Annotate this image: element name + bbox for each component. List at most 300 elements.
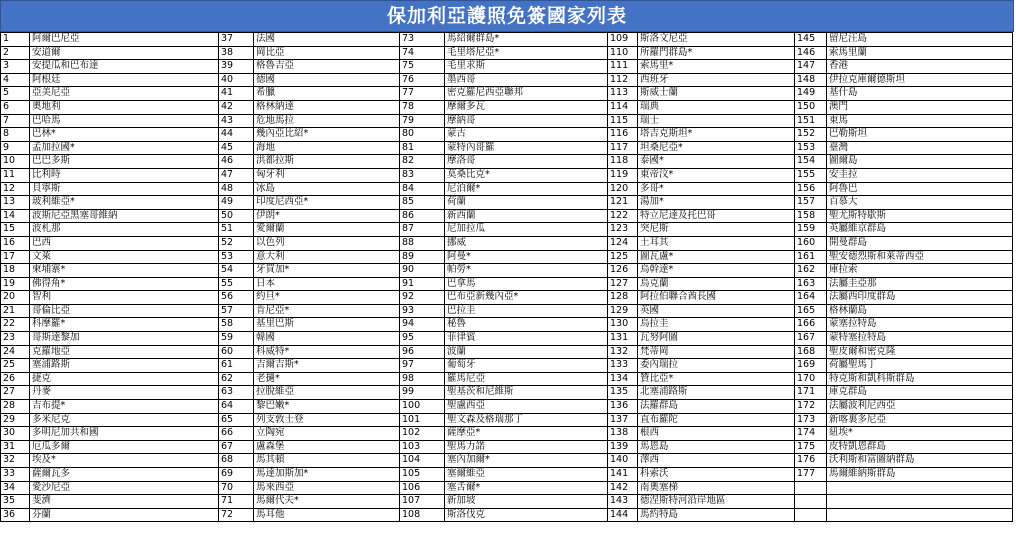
country-name-cell[interactable]: 亞美尼亞 (30, 87, 219, 101)
country-name-cell[interactable]: 智利 (30, 291, 219, 305)
country-name-cell[interactable]: 聖盧西亞 (445, 400, 608, 414)
row-number-cell[interactable]: 88 (400, 236, 445, 250)
country-name-cell[interactable]: 臺灣 (827, 141, 1013, 155)
country-name-cell[interactable]: 吉布提* (30, 400, 219, 414)
country-name-cell[interactable]: 索馬里* (638, 60, 795, 74)
row-number-cell[interactable]: 110 (608, 46, 638, 60)
row-number-cell[interactable]: 71 (219, 495, 254, 509)
country-name-cell[interactable]: 巴西 (30, 236, 219, 250)
country-name-cell[interactable] (827, 508, 1013, 522)
country-name-cell[interactable]: 東帝汶* (638, 168, 795, 182)
country-name-cell[interactable]: 密克羅尼西亞聯邦 (445, 87, 608, 101)
country-name-cell[interactable]: 烏拉圭 (638, 318, 795, 332)
row-number-cell[interactable]: 158 (795, 209, 827, 223)
row-number-cell[interactable]: 148 (795, 73, 827, 87)
row-number-cell[interactable]: 41 (219, 87, 254, 101)
row-number-cell[interactable]: 94 (400, 318, 445, 332)
country-name-cell[interactable] (827, 495, 1013, 509)
row-number-cell[interactable]: 78 (400, 100, 445, 114)
country-name-cell[interactable]: 印度尼西亞* (254, 196, 400, 210)
row-number-cell[interactable]: 109 (608, 33, 638, 47)
country-name-cell[interactable]: 荷屬聖馬丁 (827, 359, 1013, 373)
row-number-cell[interactable]: 69 (219, 468, 254, 482)
country-name-cell[interactable]: 根西 (638, 427, 795, 441)
row-number-cell[interactable]: 6 (1, 100, 30, 114)
country-name-cell[interactable]: 新加坡 (445, 495, 608, 509)
country-name-cell[interactable]: 委內瑞拉 (638, 359, 795, 373)
row-number-cell[interactable]: 53 (219, 250, 254, 264)
country-name-cell[interactable]: 波斯尼亞黑塞哥維納 (30, 209, 219, 223)
country-name-cell[interactable]: 埃及* (30, 454, 219, 468)
row-number-cell[interactable]: 95 (400, 332, 445, 346)
row-number-cell[interactable]: 36 (1, 508, 30, 522)
country-name-cell[interactable]: 約旦* (254, 291, 400, 305)
row-number-cell[interactable]: 102 (400, 427, 445, 441)
row-number-cell[interactable]: 59 (219, 332, 254, 346)
row-number-cell[interactable]: 155 (795, 168, 827, 182)
country-name-cell[interactable]: 立陶宛 (254, 427, 400, 441)
country-name-cell[interactable]: 特克斯和凱科斯群島 (827, 372, 1013, 386)
row-number-cell[interactable]: 68 (219, 454, 254, 468)
row-number-cell[interactable]: 169 (795, 359, 827, 373)
country-name-cell[interactable]: 湯加* (638, 196, 795, 210)
row-number-cell[interactable]: 164 (795, 291, 827, 305)
row-number-cell[interactable]: 156 (795, 182, 827, 196)
row-number-cell[interactable]: 124 (608, 236, 638, 250)
row-number-cell[interactable]: 138 (608, 427, 638, 441)
row-number-cell[interactable]: 127 (608, 277, 638, 291)
country-name-cell[interactable]: 塞舌爾* (445, 481, 608, 495)
row-number-cell[interactable]: 149 (795, 87, 827, 101)
row-number-cell[interactable]: 162 (795, 264, 827, 278)
country-name-cell[interactable]: 葡萄牙 (445, 359, 608, 373)
country-name-cell[interactable]: 塞內加爾* (445, 454, 608, 468)
country-name-cell[interactable]: 西班牙 (638, 73, 795, 87)
country-name-cell[interactable]: 克羅地亞 (30, 345, 219, 359)
country-name-cell[interactable]: 海地 (254, 141, 400, 155)
country-name-cell[interactable]: 聖安德烈斯和萊蒂西亞 (827, 250, 1013, 264)
country-name-cell[interactable]: 摩納哥 (445, 114, 608, 128)
row-number-cell[interactable]: 30 (1, 427, 30, 441)
row-number-cell[interactable]: 5 (1, 87, 30, 101)
country-name-cell[interactable]: 南奧塞梯 (638, 481, 795, 495)
country-name-cell[interactable]: 墨西哥 (445, 73, 608, 87)
row-number-cell[interactable]: 66 (219, 427, 254, 441)
country-name-cell[interactable]: 危地馬拉 (254, 114, 400, 128)
country-name-cell[interactable]: 毛里求斯 (445, 60, 608, 74)
country-name-cell[interactable]: 新喀裏多尼亞 (827, 413, 1013, 427)
row-number-cell[interactable]: 115 (608, 114, 638, 128)
country-name-cell[interactable]: 所羅門群島* (638, 46, 795, 60)
country-name-cell[interactable]: 斐濟 (30, 495, 219, 509)
row-number-cell[interactable]: 33 (1, 468, 30, 482)
row-number-cell[interactable]: 20 (1, 291, 30, 305)
country-name-cell[interactable]: 百慕大 (827, 196, 1013, 210)
row-number-cell[interactable]: 89 (400, 250, 445, 264)
country-name-cell[interactable]: 馬其頓 (254, 454, 400, 468)
row-number-cell[interactable]: 121 (608, 196, 638, 210)
country-name-cell[interactable]: 格魯吉亞 (254, 60, 400, 74)
country-name-cell[interactable]: 巴林* (30, 128, 219, 142)
row-number-cell[interactable]: 101 (400, 413, 445, 427)
row-number-cell[interactable]: 70 (219, 481, 254, 495)
row-number-cell[interactable]: 171 (795, 386, 827, 400)
row-number-cell[interactable]: 126 (608, 264, 638, 278)
country-name-cell[interactable]: 安道爾 (30, 46, 219, 60)
country-name-cell[interactable]: 韓國 (254, 332, 400, 346)
country-name-cell[interactable]: 圖爾島 (827, 155, 1013, 169)
row-number-cell[interactable]: 118 (608, 155, 638, 169)
country-name-cell[interactable]: 科摩羅* (30, 318, 219, 332)
row-number-cell[interactable]: 39 (219, 60, 254, 74)
row-number-cell[interactable]: 25 (1, 359, 30, 373)
country-name-cell[interactable]: 秘魯 (445, 318, 608, 332)
row-number-cell[interactable]: 75 (400, 60, 445, 74)
row-number-cell[interactable]: 57 (219, 304, 254, 318)
country-name-cell[interactable]: 蒙塞拉特島 (827, 318, 1013, 332)
country-name-cell[interactable]: 波蘭 (445, 345, 608, 359)
row-number-cell[interactable]: 79 (400, 114, 445, 128)
row-number-cell[interactable]: 38 (219, 46, 254, 60)
country-name-cell[interactable]: 馬約特島 (638, 508, 795, 522)
row-number-cell[interactable]: 82 (400, 155, 445, 169)
country-name-cell[interactable]: 毛里塔尼亞* (445, 46, 608, 60)
row-number-cell[interactable]: 98 (400, 372, 445, 386)
row-number-cell[interactable]: 32 (1, 454, 30, 468)
row-number-cell[interactable]: 113 (608, 87, 638, 101)
row-number-cell[interactable]: 152 (795, 128, 827, 142)
country-name-cell[interactable]: 蒙特塞拉特島 (827, 332, 1013, 346)
country-name-cell[interactable]: 特立尼達及托巴哥 (638, 209, 795, 223)
row-number-cell[interactable]: 161 (795, 250, 827, 264)
row-number-cell[interactable]: 51 (219, 223, 254, 237)
country-name-cell[interactable]: 聖馬力諾 (445, 440, 608, 454)
country-name-cell[interactable]: 安圭拉 (827, 168, 1013, 182)
row-number-cell[interactable]: 34 (1, 481, 30, 495)
country-name-cell[interactable]: 吉爾吉斯* (254, 359, 400, 373)
country-name-cell[interactable]: 愛沙尼亞 (30, 481, 219, 495)
country-name-cell[interactable]: 英國 (638, 304, 795, 318)
row-number-cell[interactable]: 49 (219, 196, 254, 210)
country-name-cell[interactable]: 塞浦路斯 (30, 359, 219, 373)
country-name-cell[interactable]: 烏克蘭 (638, 277, 795, 291)
row-number-cell[interactable]: 64 (219, 400, 254, 414)
row-number-cell[interactable]: 108 (400, 508, 445, 522)
country-name-cell[interactable]: 奧地利 (30, 100, 219, 114)
country-name-cell[interactable]: 捷克 (30, 372, 219, 386)
country-name-cell[interactable]: 冰島 (254, 182, 400, 196)
row-number-cell[interactable]: 142 (608, 481, 638, 495)
row-number-cell[interactable]: 105 (400, 468, 445, 482)
row-number-cell[interactable]: 48 (219, 182, 254, 196)
country-name-cell[interactable]: 挪威 (445, 236, 608, 250)
row-number-cell[interactable]: 83 (400, 168, 445, 182)
row-number-cell[interactable]: 168 (795, 345, 827, 359)
country-name-cell[interactable]: 巴拉圭 (445, 304, 608, 318)
row-number-cell[interactable]: 147 (795, 60, 827, 74)
row-number-cell[interactable]: 80 (400, 128, 445, 142)
country-name-cell[interactable]: 贊比亞* (638, 372, 795, 386)
row-number-cell[interactable]: 100 (400, 400, 445, 414)
country-name-cell[interactable]: 突尼斯 (638, 223, 795, 237)
country-name-cell[interactable]: 聖尤斯特歇斯 (827, 209, 1013, 223)
row-number-cell[interactable]: 35 (1, 495, 30, 509)
row-number-cell[interactable]: 166 (795, 318, 827, 332)
country-name-cell[interactable]: 意大利 (254, 250, 400, 264)
row-number-cell[interactable]: 85 (400, 196, 445, 210)
country-name-cell[interactable]: 瑞士 (638, 114, 795, 128)
country-name-cell[interactable]: 幾內亞比紹* (254, 128, 400, 142)
country-name-cell[interactable]: 多哥* (638, 182, 795, 196)
row-number-cell[interactable]: 55 (219, 277, 254, 291)
country-name-cell[interactable]: 以色列 (254, 236, 400, 250)
row-number-cell[interactable]: 92 (400, 291, 445, 305)
country-name-cell[interactable]: 芬蘭 (30, 508, 219, 522)
row-number-cell[interactable]: 74 (400, 46, 445, 60)
row-number-cell[interactable]: 131 (608, 332, 638, 346)
row-number-cell[interactable]: 18 (1, 264, 30, 278)
row-number-cell[interactable]: 8 (1, 128, 30, 142)
country-name-cell[interactable]: 阿曼* (445, 250, 608, 264)
country-name-cell[interactable]: 巴巴多斯 (30, 155, 219, 169)
country-name-cell[interactable]: 希臘 (254, 87, 400, 101)
row-number-cell[interactable]: 93 (400, 304, 445, 318)
country-name-cell[interactable]: 薩摩亞* (445, 427, 608, 441)
row-number-cell[interactable]: 151 (795, 114, 827, 128)
row-number-cell[interactable]: 42 (219, 100, 254, 114)
row-number-cell[interactable]: 150 (795, 100, 827, 114)
row-number-cell[interactable]: 139 (608, 440, 638, 454)
country-name-cell[interactable]: 瓦努阿圖 (638, 332, 795, 346)
country-name-cell[interactable]: 科索沃 (638, 468, 795, 482)
country-name-cell[interactable]: 香港 (827, 60, 1013, 74)
row-number-cell[interactable]: 96 (400, 345, 445, 359)
row-number-cell[interactable]: 19 (1, 277, 30, 291)
country-name-cell[interactable]: 泰國* (638, 155, 795, 169)
country-name-cell[interactable]: 匈牙利 (254, 168, 400, 182)
country-name-cell[interactable]: 菲律賓 (445, 332, 608, 346)
country-name-cell[interactable]: 阿爾巴尼亞 (30, 33, 219, 47)
country-name-cell[interactable]: 柬埔寨* (30, 264, 219, 278)
country-name-cell[interactable]: 紐埃* (827, 427, 1013, 441)
row-number-cell[interactable]: 73 (400, 33, 445, 47)
row-number-cell[interactable]: 145 (795, 33, 827, 47)
country-name-cell[interactable]: 尼泊爾* (445, 182, 608, 196)
country-name-cell[interactable]: 日本 (254, 277, 400, 291)
country-name-cell[interactable]: 聖文森及格瑞那丁 (445, 413, 608, 427)
row-number-cell[interactable]: 122 (608, 209, 638, 223)
country-name-cell[interactable]: 基什島 (827, 87, 1013, 101)
row-number-cell[interactable]: 67 (219, 440, 254, 454)
row-number-cell[interactable]: 65 (219, 413, 254, 427)
row-number-cell[interactable]: 117 (608, 141, 638, 155)
row-number-cell[interactable]: 16 (1, 236, 30, 250)
row-number-cell[interactable]: 114 (608, 100, 638, 114)
row-number-cell[interactable]: 15 (1, 223, 30, 237)
row-number-cell[interactable]: 3 (1, 60, 30, 74)
row-number-cell[interactable]: 21 (1, 304, 30, 318)
country-name-cell[interactable]: 洪都拉斯 (254, 155, 400, 169)
row-number-cell[interactable]: 143 (608, 495, 638, 509)
row-number-cell[interactable]: 81 (400, 141, 445, 155)
country-name-cell[interactable]: 阿拉伯聯合酋長國 (638, 291, 795, 305)
row-number-cell[interactable]: 40 (219, 73, 254, 87)
country-name-cell[interactable]: 基里巴斯 (254, 318, 400, 332)
row-number-cell[interactable]: 86 (400, 209, 445, 223)
country-name-cell[interactable]: 圖瓦盧* (638, 250, 795, 264)
row-number-cell[interactable]: 170 (795, 372, 827, 386)
country-name-cell[interactable]: 巴勒斯坦 (827, 128, 1013, 142)
row-number-cell[interactable]: 23 (1, 332, 30, 346)
country-name-cell[interactable]: 法屬圭亞那 (827, 277, 1013, 291)
row-number-cell[interactable]: 134 (608, 372, 638, 386)
row-number-cell[interactable]: 7 (1, 114, 30, 128)
row-number-cell[interactable]: 45 (219, 141, 254, 155)
row-number-cell[interactable]: 60 (219, 345, 254, 359)
row-number-cell[interactable]: 112 (608, 73, 638, 87)
row-number-cell[interactable]: 44 (219, 128, 254, 142)
row-number-cell[interactable]: 47 (219, 168, 254, 182)
row-number-cell[interactable]: 50 (219, 209, 254, 223)
row-number-cell[interactable]: 13 (1, 196, 30, 210)
row-number-cell[interactable]: 116 (608, 128, 638, 142)
country-name-cell[interactable]: 馬爾維納斯群島 (827, 468, 1013, 482)
row-number-cell[interactable]: 10 (1, 155, 30, 169)
row-number-cell[interactable]: 31 (1, 440, 30, 454)
country-name-cell[interactable]: 多米尼克 (30, 413, 219, 427)
row-number-cell[interactable]: 106 (400, 481, 445, 495)
country-name-cell[interactable]: 阿根廷 (30, 73, 219, 87)
row-number-cell[interactable]: 130 (608, 318, 638, 332)
row-number-cell[interactable]: 27 (1, 386, 30, 400)
country-name-cell[interactable]: 法屬波利尼西亞 (827, 400, 1013, 414)
country-name-cell[interactable]: 北塞浦路斯 (638, 386, 795, 400)
country-name-cell[interactable]: 東馬 (827, 114, 1013, 128)
country-name-cell[interactable]: 新西蘭 (445, 209, 608, 223)
country-name-cell[interactable]: 牙買加* (254, 264, 400, 278)
row-number-cell[interactable]: 176 (795, 454, 827, 468)
row-number-cell[interactable]: 128 (608, 291, 638, 305)
country-name-cell[interactable]: 塔吉克斯坦* (638, 128, 795, 142)
row-number-cell[interactable]: 46 (219, 155, 254, 169)
row-number-cell[interactable]: 29 (1, 413, 30, 427)
country-name-cell[interactable]: 法羅群島 (638, 400, 795, 414)
country-name-cell[interactable]: 斯洛文尼亞 (638, 33, 795, 47)
country-name-cell[interactable]: 蒙古 (445, 128, 608, 142)
country-name-cell[interactable]: 斯洛伐克 (445, 508, 608, 522)
row-number-cell[interactable]: 84 (400, 182, 445, 196)
country-name-cell[interactable]: 巴布亞新幾內亞* (445, 291, 608, 305)
country-name-cell[interactable]: 伊拉克庫爾德斯坦 (827, 73, 1013, 87)
row-number-cell[interactable]: 76 (400, 73, 445, 87)
row-number-cell[interactable] (795, 481, 827, 495)
row-number-cell[interactable]: 14 (1, 209, 30, 223)
row-number-cell[interactable]: 37 (219, 33, 254, 47)
row-number-cell[interactable]: 56 (219, 291, 254, 305)
country-name-cell[interactable]: 瑞典 (638, 100, 795, 114)
row-number-cell[interactable]: 72 (219, 508, 254, 522)
country-name-cell[interactable]: 尼加拉瓜 (445, 223, 608, 237)
row-number-cell[interactable]: 99 (400, 386, 445, 400)
row-number-cell[interactable]: 144 (608, 508, 638, 522)
country-name-cell[interactable]: 開曼群島 (827, 236, 1013, 250)
row-number-cell[interactable]: 177 (795, 468, 827, 482)
row-number-cell[interactable]: 136 (608, 400, 638, 414)
country-name-cell[interactable]: 庫克群島 (827, 386, 1013, 400)
country-name-cell[interactable]: 伊朗* (254, 209, 400, 223)
row-number-cell[interactable]: 175 (795, 440, 827, 454)
row-number-cell[interactable]: 11 (1, 168, 30, 182)
country-name-cell[interactable]: 哥斯達黎加 (30, 332, 219, 346)
row-number-cell[interactable]: 135 (608, 386, 638, 400)
row-number-cell[interactable] (795, 508, 827, 522)
row-number-cell[interactable]: 63 (219, 386, 254, 400)
row-number-cell[interactable]: 26 (1, 372, 30, 386)
country-name-cell[interactable]: 莫桑比克* (445, 168, 608, 182)
country-name-cell[interactable]: 烏幹達* (638, 264, 795, 278)
row-number-cell[interactable]: 132 (608, 345, 638, 359)
row-number-cell[interactable]: 77 (400, 87, 445, 101)
country-name-cell[interactable]: 岡比亞 (254, 46, 400, 60)
row-number-cell[interactable]: 133 (608, 359, 638, 373)
country-name-cell[interactable]: 羅馬尼亞 (445, 372, 608, 386)
row-number-cell[interactable]: 160 (795, 236, 827, 250)
row-number-cell[interactable]: 87 (400, 223, 445, 237)
row-number-cell[interactable]: 153 (795, 141, 827, 155)
row-number-cell[interactable]: 103 (400, 440, 445, 454)
row-number-cell[interactable]: 137 (608, 413, 638, 427)
row-number-cell[interactable]: 125 (608, 250, 638, 264)
country-name-cell[interactable]: 孟加拉國* (30, 141, 219, 155)
country-name-cell[interactable]: 馬恩島 (638, 440, 795, 454)
country-name-cell[interactable]: 荷蘭 (445, 196, 608, 210)
country-name-cell[interactable]: 玻利維亞* (30, 196, 219, 210)
row-number-cell[interactable]: 54 (219, 264, 254, 278)
country-name-cell[interactable]: 波札那 (30, 223, 219, 237)
country-name-cell[interactable]: 法屬西印度群島 (827, 291, 1013, 305)
country-name-cell[interactable]: 安提瓜和巴布達 (30, 60, 219, 74)
country-name-cell[interactable]: 巴拿馬 (445, 277, 608, 291)
country-name-cell[interactable]: 帕勞* (445, 264, 608, 278)
country-name-cell[interactable]: 直布羅陀 (638, 413, 795, 427)
country-name-cell[interactable]: 澳門 (827, 100, 1013, 114)
country-name-cell[interactable]: 貝寧斯 (30, 182, 219, 196)
country-name-cell[interactable]: 馬爾代夫* (254, 495, 400, 509)
row-number-cell[interactable]: 140 (608, 454, 638, 468)
row-number-cell[interactable]: 107 (400, 495, 445, 509)
row-number-cell[interactable]: 91 (400, 277, 445, 291)
country-name-cell[interactable]: 塞爾維亞 (445, 468, 608, 482)
row-number-cell[interactable]: 172 (795, 400, 827, 414)
row-number-cell[interactable]: 146 (795, 46, 827, 60)
row-number-cell[interactable]: 97 (400, 359, 445, 373)
country-name-cell[interactable]: 列支敦士登 (254, 413, 400, 427)
country-name-cell[interactable]: 留尼汪島 (827, 33, 1013, 47)
row-number-cell[interactable]: 28 (1, 400, 30, 414)
row-number-cell[interactable]: 154 (795, 155, 827, 169)
country-name-cell[interactable]: 德國 (254, 73, 400, 87)
country-name-cell[interactable]: 盧森堡 (254, 440, 400, 454)
row-number-cell[interactable]: 22 (1, 318, 30, 332)
country-name-cell[interactable]: 薩爾瓦多 (30, 468, 219, 482)
row-number-cell[interactable]: 120 (608, 182, 638, 196)
country-name-cell[interactable]: 蒙特內哥羅 (445, 141, 608, 155)
country-name-cell[interactable]: 馬耳他 (254, 508, 400, 522)
row-number-cell[interactable]: 17 (1, 250, 30, 264)
country-name-cell[interactable]: 拉脫維亞 (254, 386, 400, 400)
country-name-cell[interactable]: 英屬維京群島 (827, 223, 1013, 237)
row-number-cell[interactable]: 52 (219, 236, 254, 250)
